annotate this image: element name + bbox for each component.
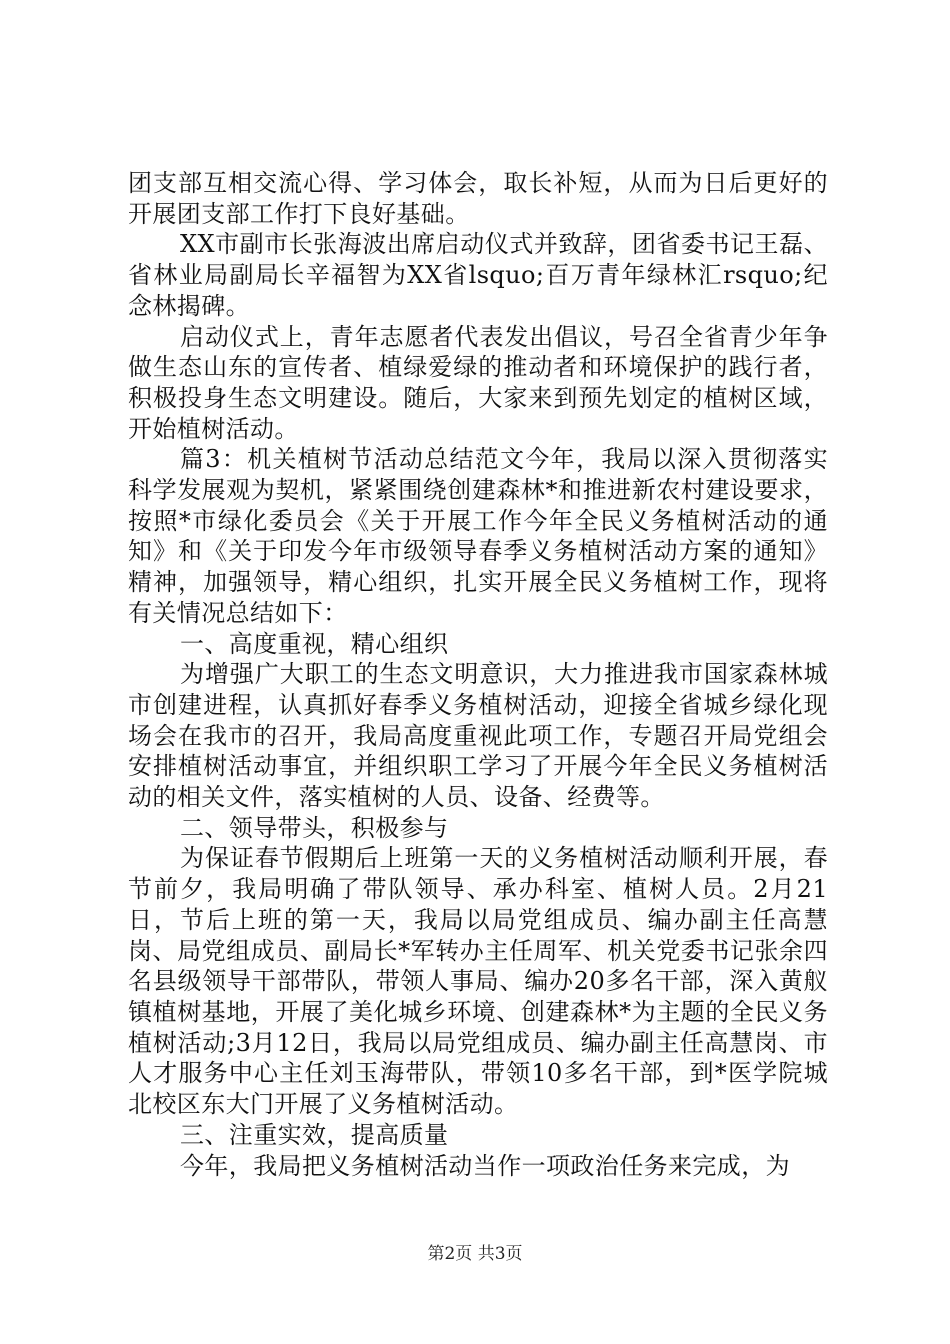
paragraph-4: 篇3：机关植树节活动总结范文今年，我局以深入贯彻落实科学发展观为契机，紧紧围绕创建森林*和推进新农村建设要求，按照*市绿化委员会《关于开展工作今年全民义务植树活动的通知》和《关于印发今年市级领导春季义务植树活动方案的通知》精神，加强领导，精心组织，扎实开展全民义务植树工作，现将有关情况总结如下：	[128, 445, 828, 627]
paragraph-6: 为保证春节假期后上班第一天的义务植树活动顺利开展，春节前夕，我局明确了带队领导、承办科室、植树人员。2月21日，节后上班的第一天，我局以局党组成员、编办副主任高慧岗、局党组成员、副局长*军转办主任周军、机关党委书记张余四名县级领导干部带队，带领人事局、编办20多名干部，深入黄舣镇植树基地，开展了美化城乡环境、创建森林*为主题的全民义务植树活动;3月12日，我局以局党组成员、编办副主任高慧岗、市人才服务中心主任刘玉海带队，带领10多名干部，到*医学院城北校区东大门开展了义务植树活动。	[128, 844, 828, 1119]
page-footer: 第2页 共3页	[427, 1244, 523, 1264]
section-heading-1: 一、高度重视，精心组织	[180, 629, 449, 658]
paragraph-2: XX市副市长张海波出席启动仪式并致辞，团省委书记王磊、省林业局副局长辛福智为XX省lsquo;百万青年绿林汇rsquo;纪念林揭碑。	[128, 230, 828, 320]
paragraph-3: 启动仪式上，青年志愿者代表发出倡议，号召全省青少年争做生态山东的宣传者、植绿爱绿的推动者和环境保护的践行者，积极投身生态文明建设。随后，大家来到预先划定的植树区域，开始植树活动。	[128, 322, 828, 443]
document-body	[128, 168, 828, 1181]
paragraph-1: 团支部互相交流心得、学习体会，取长补短，从而为日后更好的开展团支部工作打下良好基础。	[128, 169, 828, 228]
section-heading-3: 三、注重实效，提高质量	[180, 1120, 449, 1149]
section-heading-2: 二、领导带头，积极参与	[180, 813, 449, 842]
paragraph-7: 今年，我局把义务植树活动当作一项政治任务来完成，为	[180, 1151, 790, 1180]
paragraph-5: 为增强广大职工的生态文明意识，大力推进我市国家森林城市创建进程，认真抓好春季义务植树活动，迎接全省城乡绿化现场会在我市的召开，我局高度重视此项工作，专题召开局党组会安排植树活动事宜，并组织职工学习了开展今年全民义务植树活动的相关文件，落实植树的人员、设备、经费等。	[128, 660, 828, 812]
